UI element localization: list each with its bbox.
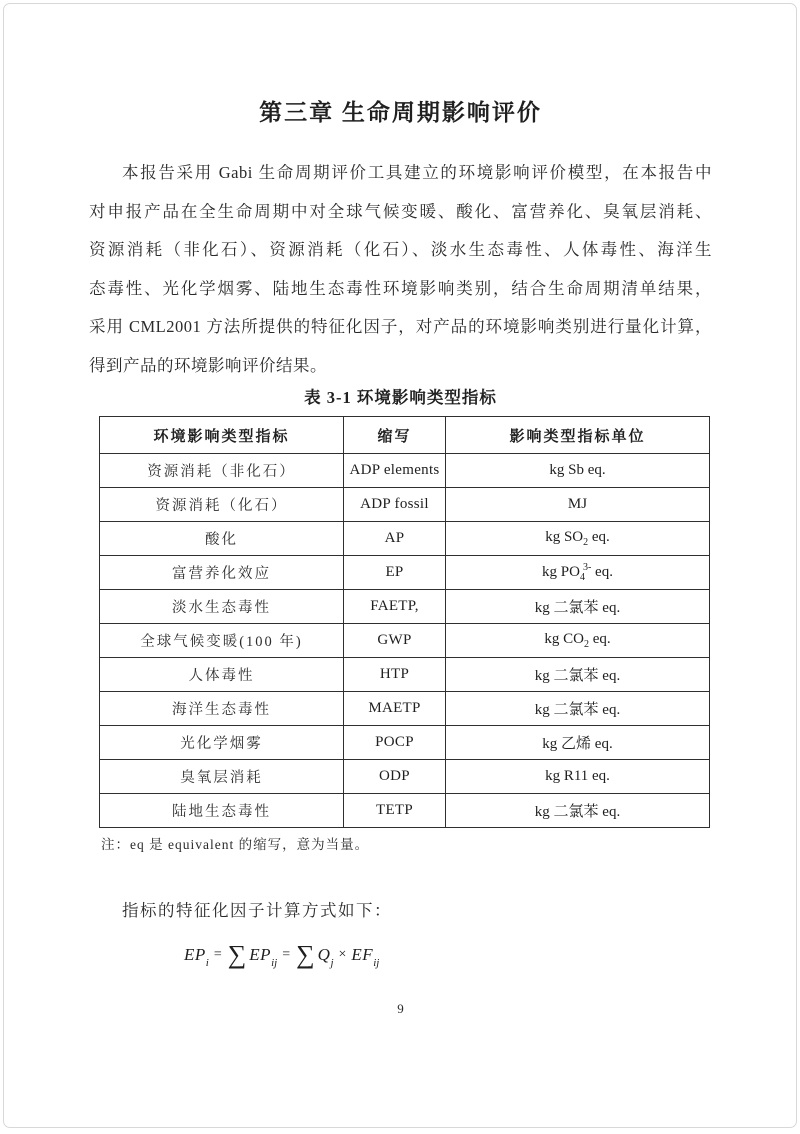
text-segment: kg 二氯苯 eq. <box>534 600 621 616</box>
text-segment: kg 二氯苯 eq. <box>534 668 621 684</box>
abbreviation-cell: FAETP, <box>344 590 446 624</box>
paragraph-line: 得到产品的环境影响评价结果。 <box>89 355 327 375</box>
unit-cell <box>446 522 710 556</box>
impact-category-cell: 陆地生态毒性 <box>100 794 344 828</box>
subscript: i <box>205 957 209 969</box>
impact-category-cell: 海洋生态毒性 <box>100 692 344 726</box>
impact-category-cell: 光化学烟雾 <box>100 726 344 760</box>
text-segment: × <box>338 947 347 962</box>
text-segment: kg CO <box>544 631 584 647</box>
abbreviation-cell: POCP <box>344 726 446 760</box>
page-content <box>4 4 796 1017</box>
text-segment: EP <box>184 945 206 964</box>
subscript: j <box>330 957 334 969</box>
table-row <box>100 794 710 828</box>
text-segment: eq. <box>591 564 613 580</box>
table-row <box>100 692 710 726</box>
abbreviation-cell: GWP <box>344 624 446 658</box>
impact-category-cell: 淡水生态毒性 <box>100 590 344 624</box>
table-row <box>100 658 710 692</box>
impact-category-cell: 酸化 <box>100 522 344 556</box>
header-abbreviation: 缩写 <box>344 417 446 454</box>
unit-cell <box>446 658 710 692</box>
table-row <box>100 726 710 760</box>
subscript: ij <box>271 957 278 969</box>
abbreviation-cell: ADP elements <box>344 454 446 488</box>
table-row <box>100 624 710 658</box>
text-segment: kg Sb eq. <box>549 462 606 478</box>
unit-cell <box>446 556 710 590</box>
paragraph-line: 资源消耗（非化石）、资源消耗（化石）、淡水生态毒性、人体毒性、海洋生 <box>89 240 712 259</box>
paragraph-line: 本报告采用 Gabi 生命周期评价工具建立的环境影响评价模型，在本报告中 <box>122 163 712 182</box>
text-segment: eq. <box>588 529 610 545</box>
unit-cell <box>446 692 710 726</box>
abbreviation-cell: MAETP <box>344 692 446 726</box>
table-row <box>100 488 710 522</box>
document-page <box>3 3 797 1128</box>
subscript: 2 <box>583 639 589 650</box>
paragraph-line: 对申报产品在全生命周期中对全球气候变暖、酸化、富营养化、臭氧层消耗、 <box>89 201 712 221</box>
unit-cell <box>446 726 710 760</box>
impact-category-cell: 臭氧层消耗 <box>100 760 344 794</box>
unit-cell <box>446 590 710 624</box>
sum-symbol: ∑ <box>227 940 247 969</box>
unit-cell <box>446 794 710 828</box>
subscript: 4 <box>579 572 585 583</box>
text-segment: kg PO <box>542 564 580 580</box>
abbreviation-cell: AP <box>344 522 446 556</box>
unit-cell <box>446 760 710 794</box>
impact-indicator-table <box>99 416 710 828</box>
text-segment: MJ <box>567 496 588 512</box>
intro-paragraph <box>89 154 712 385</box>
table-row <box>100 760 710 794</box>
table-header-row <box>100 417 710 454</box>
text-segment: EP <box>249 945 272 964</box>
text-segment: = <box>213 947 222 962</box>
unit-cell <box>446 624 710 658</box>
paragraph-line: 采用 CML2001 方法所提供的特征化因子，对产品的环境影响类别进行量化计算， <box>89 317 712 336</box>
abbreviation-cell: ADP fossil <box>344 488 446 522</box>
impact-category-cell: 资源消耗（化石） <box>100 488 344 522</box>
text-segment: kg SO <box>545 529 584 545</box>
header-impact-category: 环境影响类型指标 <box>100 417 344 454</box>
impact-category-cell: 人体毒性 <box>100 658 344 692</box>
abbreviation-cell: EP <box>344 556 446 590</box>
table-row <box>100 454 710 488</box>
unit-cell <box>446 488 710 522</box>
table-row <box>100 590 710 624</box>
header-unit: 影响类型指标单位 <box>446 417 710 454</box>
text-segment: EF <box>351 945 374 964</box>
formula-intro: 指标的特征化因子计算方式如下： <box>122 901 392 920</box>
chapter-title: 第三章 生命周期影响评价 <box>259 100 542 125</box>
text-segment: kg 二氯苯 eq. <box>534 804 621 820</box>
abbreviation-cell: HTP <box>344 658 446 692</box>
paragraph-line: 态毒性、光化学烟雾、陆地生态毒性环境影响类别，结合生命周期清单结果， <box>89 278 712 298</box>
impact-category-cell: 富营养化效应 <box>100 556 344 590</box>
table-caption: 表 3-1 环境影响类型指标 <box>304 388 497 407</box>
subscript: 2 <box>583 537 589 548</box>
text-segment: = <box>282 947 291 962</box>
superscript: 3- <box>582 562 592 573</box>
text-segment: Q <box>317 945 331 964</box>
sum-symbol: ∑ <box>296 940 315 969</box>
table-note: 注：eq 是 equivalent 的缩写，意为当量。 <box>101 837 370 852</box>
table-row <box>100 522 710 556</box>
characterization-formula <box>184 939 712 971</box>
abbreviation-cell: ODP <box>344 760 446 794</box>
unit-cell <box>446 454 710 488</box>
text-segment: eq. <box>588 631 611 647</box>
impact-category-cell: 全球气候变暖(100 年) <box>100 624 344 658</box>
abbreviation-cell: TETP <box>344 794 446 828</box>
text-segment: kg 二氯苯 eq. <box>534 702 621 718</box>
subscript: ij <box>373 957 380 969</box>
page-number: 9 <box>397 1001 404 1016</box>
impact-category-cell: 资源消耗（非化石） <box>100 454 344 488</box>
text-segment: kg 乙烯 eq. <box>542 736 613 752</box>
text-segment: kg R11 eq. <box>545 768 610 784</box>
table-row <box>100 556 710 590</box>
